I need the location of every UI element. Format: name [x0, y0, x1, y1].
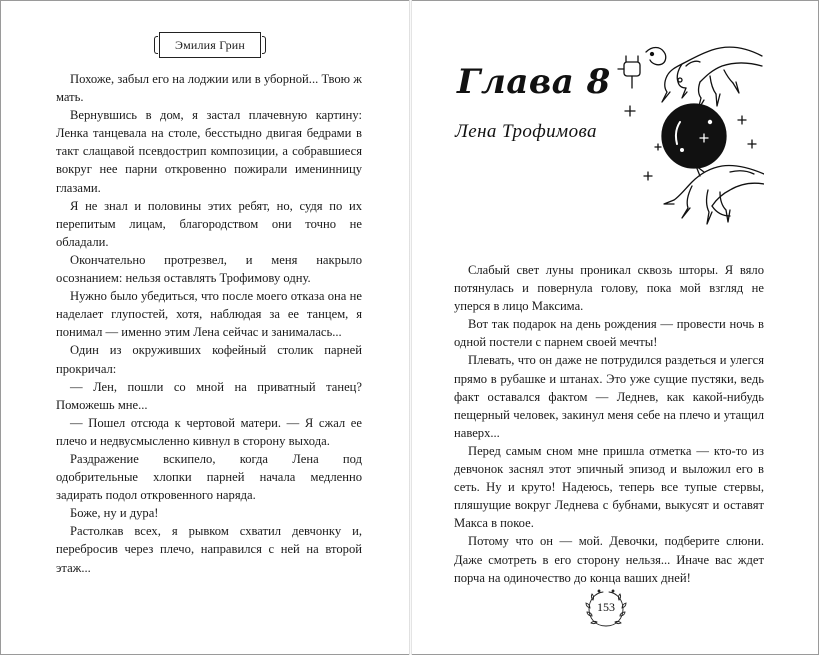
paragraph: Растолкав всех, я рывком схватил девчонку и, перебросив через плечо, направился с ней на второй этаж...	[56, 524, 362, 575]
paragraph: Плевать, что он даже не потрудился раздеться и улегся прямо в рубашке и штанах. Это уже сущие пустяки, ведь факт оставался фактом — Леднев, как какой-нибудь пещерный человек, закинул меня себе на плечо и утащил наверх...	[454, 353, 764, 440]
paragraph: Нужно было убедиться, что после моего отказа она не наделает глупостей, хотя, наблюдая за ее танцем, я понимал — именно этим Лена сейчас и занималась...	[56, 289, 362, 340]
paragraph: Похоже, забыл его на лоджии или в уборной... Твою ж мать.	[56, 72, 362, 105]
chapter-title: Глава 8	[457, 62, 611, 102]
paragraph: Потому что он — мой. Девочки, подберите слюни. Даже смотреть в его сторону нельзя... Иначе вас ждет порча на одиночество до конца ваших дней!	[454, 534, 764, 585]
paragraph: Раздражение вскипело, когда Лена под одобрительные хлопки парней начала медленно задирать подол откровенного наряда.	[56, 451, 362, 503]
paragraph: Один из окруживших кофейный столик парней прокричал:	[56, 343, 362, 376]
paragraph: Перед самым сном мне пришла отметка — кто-то из девчонок заснял этот эпичный эпизод и выложил его в сеть. Ну и круто! Надеюсь, теперь все тупые стервы, пляшущие вокруг Леднева с бубнами, выкусят и оставят Макса в покое.	[454, 443, 764, 531]
running-header	[159, 32, 261, 58]
page-number-ornament	[583, 586, 629, 632]
paragraph: Вот так подарок на день рождения — провести ночь в одной постели с парнем своей мечты!	[454, 317, 764, 350]
running-header-author: Эмилия Грин	[174, 37, 246, 52]
paragraph: Окончательно протрезвел, и меня накрыло осознанием: нельзя оставлять Трофимову одну.	[56, 252, 362, 286]
paragraph: Вернувшись в дом, я застал плачевную картину: Ленка танцевала на столе, бесстыдно двигая бедрами в такт слащавой псевдострип композиции, а собравшиеся вокруг нее парни откровенно пожирали именинницу глазами.	[56, 108, 362, 195]
right-page-text	[454, 261, 764, 587]
crystal-ball-hands-icon	[612, 36, 764, 232]
paragraph: — Пошел отсюда к чертовой матери. — Я сжал ее плечо и недвусмысленно кивнул в сторону выхода.	[56, 415, 362, 448]
page-gutter	[409, 0, 412, 655]
left-page-text	[56, 70, 362, 577]
paragraph: — Лен, пошли со мной на приватный танец? Поможешь мне...	[56, 379, 362, 412]
chapter-subtitle: Лена Трофимова	[455, 121, 597, 142]
paragraph: Боже, ну и дура!	[70, 506, 159, 521]
paragraph: Слабый свет луны проникал сквозь шторы. Я вяло потянулась и повернула голову, пока мой взгляд не уперся в лицо Максима.	[454, 263, 764, 314]
paragraph: Я не знал и половины этих ребят, но, судя по их перепитым лицам, благородством они точно не обладали.	[56, 198, 362, 249]
page-number: 153	[597, 600, 615, 614]
